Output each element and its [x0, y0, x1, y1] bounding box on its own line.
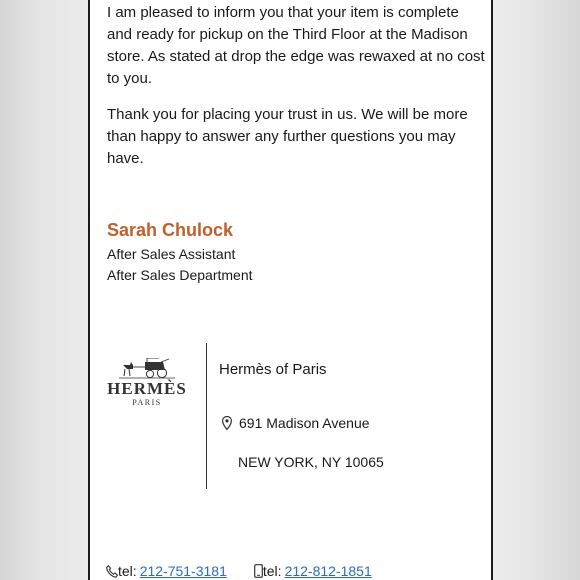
phone-label: tel: [262, 563, 282, 579]
office-phone-link[interactable]: 212-751-3181 [139, 563, 227, 579]
store-city: NEW YORK, NY 10065 [238, 454, 384, 470]
signature-title: After Sales Assistant [107, 246, 236, 262]
email-body [88, 0, 493, 580]
store-address [222, 415, 370, 431]
signature-divider [206, 343, 207, 489]
contact-bar [106, 561, 372, 580]
mobile-icon [254, 564, 263, 578]
phone-icon [106, 565, 118, 578]
email-paragraph: Thank you for placing your trust in us. We will be more than happy to answer any further questions you may have. [107, 106, 468, 167]
phone-label: tel: [118, 563, 137, 579]
mobile-phone [254, 563, 372, 579]
signature-department: After Sales Department [107, 267, 253, 283]
store-name: Hermès of Paris [219, 361, 327, 378]
carriage-logo-icon [117, 358, 177, 380]
hermes-logo [104, 358, 190, 414]
address-text: 691 Madison Avenue [239, 415, 370, 431]
signature-name: Sarah Chulock [107, 220, 234, 240]
email-paragraph: I am pleased to inform you that your item is complete and ready for pickup on the Third Floor at the Madison store. As stated at drop the edge was rewaxed at no cost to you. [107, 4, 485, 87]
logo-subtitle: PARIS [132, 398, 162, 407]
office-phone [106, 563, 227, 579]
logo-wordmark: HERMÈS [107, 379, 187, 398]
location-pin-icon [222, 416, 232, 430]
mobile-phone-link[interactable]: 212-812-1851 [284, 563, 372, 579]
